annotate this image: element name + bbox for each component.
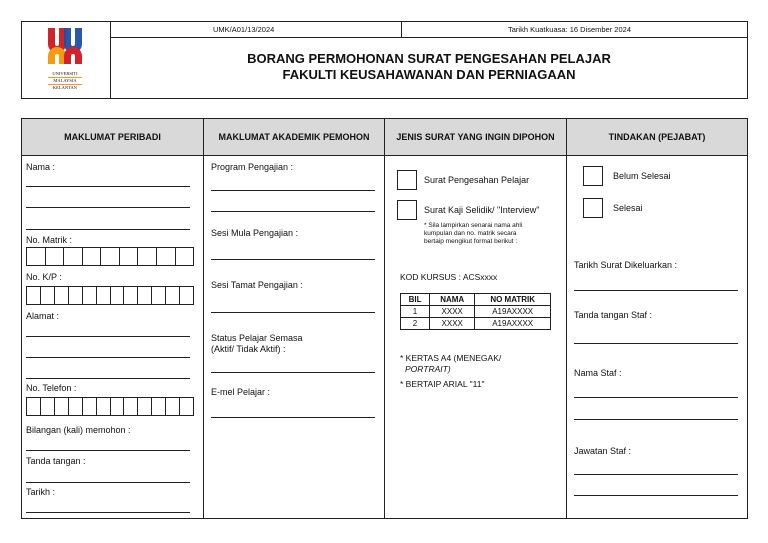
checkbox-student-confirmation[interactable] xyxy=(397,170,417,190)
label-alamat: Alamat : xyxy=(26,311,60,321)
attachment-note: bertaip mengikut format berikut : xyxy=(424,238,518,245)
table-row xyxy=(401,306,551,318)
university-logo xyxy=(40,26,90,96)
label-kp: No. K/P : xyxy=(26,272,62,282)
staff-signature-line[interactable] xyxy=(574,343,738,344)
column-header-personal: MAKLUMAT PERIBADI xyxy=(64,132,161,142)
column-divider xyxy=(384,118,385,519)
table-cell: XXXX xyxy=(430,306,475,318)
table-header-cell: NO MATRIK xyxy=(475,294,551,306)
column-header-office-action: TINDAKAN (PEJABAT) xyxy=(608,132,706,142)
address-field-line[interactable] xyxy=(26,378,190,379)
signature-line[interactable] xyxy=(26,482,190,483)
column-header-letter-type: JENIS SURAT YANG INGIN DIPOHON xyxy=(396,132,555,142)
start-session-line[interactable] xyxy=(211,259,375,260)
application-count-line[interactable] xyxy=(26,450,190,451)
logo-text: UNIVERSITI xyxy=(52,71,78,76)
faculty-title: FAKULTI KEUSAHAWANAN DAN PERNIAGAAN xyxy=(282,67,576,82)
label-matrik: No. Matrik : xyxy=(26,235,73,245)
address-field-line[interactable] xyxy=(26,336,190,337)
effective-date: Tarikh Kuatkuasa: 16 Disember 2024 xyxy=(508,25,631,34)
staff-position-line[interactable] xyxy=(574,474,738,475)
table-header-cell: NAMA xyxy=(430,294,475,306)
table-cell: 2 xyxy=(401,318,430,330)
email-field-line[interactable] xyxy=(211,417,375,418)
table-cell: 1 xyxy=(401,306,430,318)
label-sesi-tamat: Sesi Tamat Pengajian : xyxy=(211,280,303,290)
label-staff-position: Jawatan Staf : xyxy=(574,446,632,456)
checkbox-complete[interactable] xyxy=(583,198,603,218)
header-divider xyxy=(401,21,402,38)
name-field-line[interactable] xyxy=(26,186,190,187)
label-program: Program Pengajian : xyxy=(211,162,294,172)
status-field-line[interactable] xyxy=(211,372,375,373)
table-header-cell: BIL xyxy=(401,294,430,306)
checkbox-incomplete[interactable] xyxy=(583,166,603,186)
column-divider xyxy=(566,118,567,519)
date-line[interactable] xyxy=(26,512,190,513)
name-field-line[interactable] xyxy=(26,229,190,230)
matric-number-boxes[interactable] xyxy=(26,247,194,266)
checkbox-survey-interview[interactable] xyxy=(397,200,417,220)
label-staff-signature: Tanda tangan Staf : xyxy=(574,310,653,320)
paper-note: PORTRAIT) xyxy=(405,364,451,374)
program-field-line[interactable] xyxy=(211,190,375,191)
name-field-line[interactable] xyxy=(26,207,190,208)
issue-date-line[interactable] xyxy=(574,290,738,291)
table-cell: A19AXXXX xyxy=(475,318,551,330)
staff-name-line[interactable] xyxy=(574,419,738,420)
header-divider xyxy=(110,37,748,38)
phone-number-boxes[interactable] xyxy=(26,397,194,416)
table-row xyxy=(401,294,551,306)
table-row xyxy=(401,318,551,330)
font-note: * BERTAIP ARIAL "11" xyxy=(400,379,485,389)
label-nama: Nama : xyxy=(26,162,56,172)
label-status-options: (Aktif/ Tidak Aktif) : xyxy=(211,344,286,354)
label-bilangan: Bilangan (kali) memohon : xyxy=(26,425,131,435)
attachment-note: kumpulan dan no. matrik secara xyxy=(424,230,517,237)
program-field-line[interactable] xyxy=(211,211,375,212)
label-emel: E-mel Pelajar : xyxy=(211,387,271,397)
option-incomplete: Belum Selesai xyxy=(613,171,671,181)
address-field-line[interactable] xyxy=(26,357,190,358)
label-sesi-mula: Sesi Mula Pengajian : xyxy=(211,228,299,238)
option-complete: Selesai xyxy=(613,203,643,213)
column-header-academic: MAKLUMAT AKADEMIK PEMOHON xyxy=(218,132,370,142)
paper-note: * KERTAS A4 (MENEGAK/ xyxy=(400,353,502,363)
logo-text: KELANTAN xyxy=(52,85,78,90)
logo-text: MALAYSIA xyxy=(48,77,82,85)
label-status: Status Pelajar Semasa xyxy=(211,333,303,343)
form-title: BORANG PERMOHONAN SURAT PENGESAHAN PELAJAR xyxy=(247,51,611,66)
staff-position-line[interactable] xyxy=(574,495,738,496)
option-student-confirmation: Surat Pengesahan Pelajar xyxy=(424,175,530,185)
column-divider xyxy=(203,118,204,519)
ic-number-boxes[interactable] xyxy=(26,286,194,305)
label-telefon: No. Telefon : xyxy=(26,383,77,393)
label-tandatangan: Tanda tangan : xyxy=(26,456,86,466)
label-staff-name: Nama Staf : xyxy=(574,368,622,378)
table-cell: XXXX xyxy=(430,318,475,330)
option-survey-interview: Surat Kaji Selidik/ "Interview" xyxy=(424,205,540,215)
table-cell: A19AXXXX xyxy=(475,306,551,318)
end-session-line[interactable] xyxy=(211,312,375,313)
staff-name-line[interactable] xyxy=(574,397,738,398)
sample-member-table xyxy=(400,293,551,330)
label-tarikh: Tarikh : xyxy=(26,487,56,497)
document-code: UMK/A01/13/2024 xyxy=(213,25,275,34)
course-code-text: KOD KURSUS : ACSxxxx xyxy=(400,272,498,282)
attachment-note: * Sila lampirkan senarai nama ahli xyxy=(424,222,523,229)
label-letter-issue-date: Tarikh Surat Dikeluarkan : xyxy=(574,260,678,270)
